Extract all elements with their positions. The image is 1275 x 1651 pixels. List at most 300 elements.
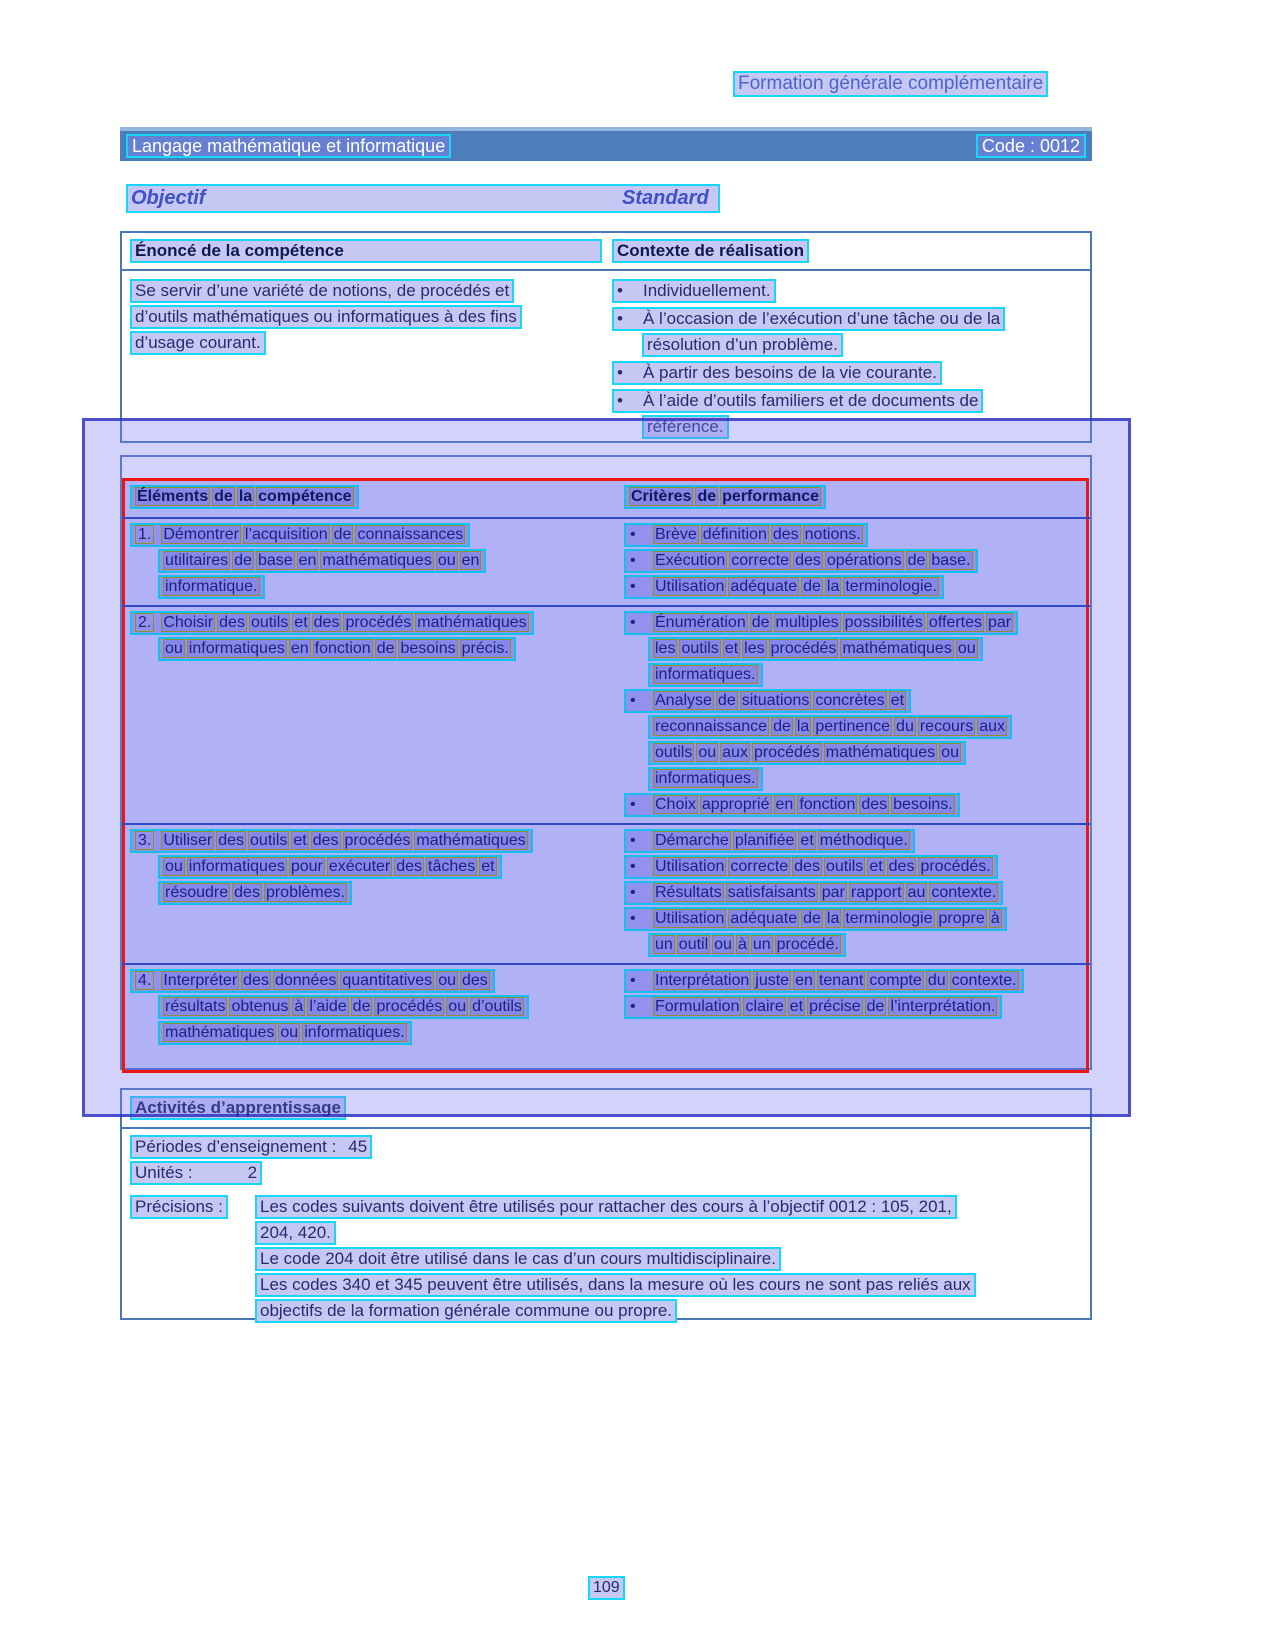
criteria-line <box>624 689 911 713</box>
criteria-line <box>648 767 763 791</box>
text: référence. <box>647 417 724 436</box>
word-box: des <box>888 858 915 875</box>
word-box: Interpréter <box>163 972 238 989</box>
criteria-list <box>612 969 1090 1047</box>
word-box: Utilisation <box>655 910 725 927</box>
text: Se servir d’une variété de notions, de procédés et <box>135 281 510 300</box>
precisions-line <box>255 1247 781 1271</box>
word-box: planifiée <box>734 832 795 849</box>
word-box: Choisir <box>163 614 214 631</box>
word-box: à <box>990 910 1000 927</box>
bullet-icon: • <box>630 910 636 927</box>
word-box: et <box>481 858 495 875</box>
elements-table <box>120 455 1092 1070</box>
word-box: par <box>821 884 845 901</box>
criteria-line <box>624 881 1003 905</box>
text: résolution d’un problème. <box>647 335 838 354</box>
word-box: méthodique. <box>819 832 908 849</box>
word-box: tenant <box>818 972 864 989</box>
word-box: besoins <box>400 640 456 657</box>
word-box: opérations <box>826 552 902 569</box>
table-header-contexte: Contexte de réalisation <box>612 239 809 263</box>
bullet-icon: • <box>617 363 623 382</box>
word-box: multiples <box>775 614 839 631</box>
contexte-line <box>612 279 776 303</box>
element-text <box>122 523 612 601</box>
bullet-icon: • <box>630 972 636 989</box>
word-box: des <box>861 796 888 813</box>
word-box: à <box>294 998 304 1015</box>
criteria-list <box>612 523 1090 601</box>
word-box: Démarche <box>655 832 729 849</box>
word-box: la <box>796 718 810 735</box>
word-box: données <box>274 972 337 989</box>
word-box: informatiques. <box>655 770 756 787</box>
text: À partir des besoins de la vie courante. <box>643 363 937 382</box>
word-box: et <box>724 640 739 657</box>
text: À l’aide d’outils familiers et de documents de <box>643 391 979 410</box>
word-box: fonction <box>314 640 371 657</box>
word-box: de <box>866 998 885 1015</box>
element-number: 1. <box>135 525 154 544</box>
word-box: mathématiques <box>322 552 432 569</box>
criteria-bullet-group <box>624 611 1090 687</box>
element-line <box>158 575 265 599</box>
criteria-line <box>624 969 1024 993</box>
word-box: terminologie <box>845 910 933 927</box>
word-box: problèmes. <box>265 884 346 901</box>
precisions-line <box>255 1221 336 1245</box>
word-box: pour <box>290 858 323 875</box>
word-box: précis. <box>461 640 509 657</box>
word-box: de <box>333 526 352 543</box>
periodes-value: 45 <box>348 1137 368 1156</box>
word-box: résoudre <box>165 884 229 901</box>
criteria-line <box>648 663 763 687</box>
word-box: par <box>988 614 1012 631</box>
word-box: ou <box>957 640 976 657</box>
precisions-label: Précisions : <box>130 1195 228 1219</box>
word-box: pertinence <box>815 718 891 735</box>
running-title-container <box>733 71 1048 99</box>
word-box: outils <box>655 744 693 761</box>
criteria-bullet-group <box>624 549 1090 573</box>
competence-table <box>120 231 1092 443</box>
word-box: terminologie. <box>845 578 937 595</box>
word-box: procédés <box>376 998 443 1015</box>
word-box: tâches <box>428 858 476 875</box>
word-box: ou <box>280 1024 299 1041</box>
bullet-icon: • <box>630 858 636 875</box>
word-box: mathématiques <box>842 640 952 657</box>
word-box: du <box>896 718 914 735</box>
word-box: la <box>826 910 840 927</box>
enonce-line <box>130 279 514 303</box>
bullet-icon: • <box>630 526 636 543</box>
word-box: outils <box>825 858 864 875</box>
enonce-line <box>130 331 266 355</box>
word-box: de <box>717 692 736 709</box>
word-box: Résultats <box>655 884 722 901</box>
word-box: contexte. <box>951 972 1017 989</box>
word-box: de <box>907 552 926 569</box>
criteria-line <box>624 907 1007 931</box>
top-title: Formation générale complémentaire <box>733 71 1048 97</box>
word-box: correcte <box>731 552 790 569</box>
word-box: outils <box>250 614 289 631</box>
word-box: informatiques <box>188 640 285 657</box>
word-box: propre <box>938 910 985 927</box>
criteria-bullet-group <box>624 793 1090 817</box>
unites-row <box>130 1161 1090 1187</box>
word-box: informatiques. <box>655 666 756 683</box>
criteria-bullet-group <box>624 907 1090 957</box>
word-box: ou <box>714 936 732 953</box>
word-box: Utiliser <box>163 832 213 849</box>
element-line <box>158 855 502 879</box>
word-box: en <box>795 972 813 989</box>
criteria-line <box>624 523 868 547</box>
word-box: des <box>234 884 260 901</box>
text: Les codes 340 et 345 peuvent être utilisés, dans la mesure où les cours ne sont pas reliés aux <box>260 1275 971 1294</box>
word-box: les <box>655 640 676 657</box>
word-box: l’aide <box>309 998 347 1015</box>
activities-header-row <box>122 1090 1090 1129</box>
precisions-line <box>255 1273 976 1297</box>
periodes-label: Périodes d’enseignement : <box>135 1137 337 1156</box>
word-box: ou <box>698 744 717 761</box>
page-number: 109 <box>588 1576 625 1600</box>
word-box: besoins. <box>893 796 953 813</box>
word-box: base. <box>931 552 971 569</box>
text: d’usage courant. <box>135 333 261 352</box>
element-text <box>122 969 612 1047</box>
element-number: 4. <box>135 971 154 990</box>
word-box: ou <box>438 972 456 989</box>
element-text <box>122 611 612 819</box>
activities-header: Activités d’apprentissage <box>130 1096 346 1120</box>
word-box: Choix <box>655 796 696 813</box>
word-box: procédés <box>344 832 411 849</box>
bullet-icon: • <box>617 391 623 410</box>
standard-label: Standard <box>622 187 709 209</box>
word-box: notions. <box>804 526 861 543</box>
word-box: utilitaires <box>165 552 229 569</box>
word-box: Critères <box>631 488 692 505</box>
word-box: claire <box>745 998 784 1015</box>
word-box: correcte <box>730 858 789 875</box>
word-box: ou <box>437 552 456 569</box>
bullet-icon: • <box>630 692 636 709</box>
table-header-criteres <box>624 485 826 509</box>
word-box: rapport <box>850 884 902 901</box>
element-line <box>130 969 495 993</box>
criteria-bullet-group <box>624 995 1090 1019</box>
word-box: contexte. <box>931 884 997 901</box>
word-box: et <box>890 692 905 709</box>
word-box: les <box>744 640 765 657</box>
criteria-line <box>624 575 944 599</box>
bullet-icon: • <box>617 281 623 300</box>
contexte-bullets <box>600 271 1090 443</box>
word-box: Utilisation <box>655 858 725 875</box>
word-box: des <box>396 858 423 875</box>
word-box: approprié <box>701 796 770 813</box>
word-box: définition <box>702 526 767 543</box>
word-box: obtenus <box>231 998 289 1015</box>
word-box: et <box>800 832 814 849</box>
criteria-line <box>624 995 1002 1019</box>
word-box: Démontrer <box>163 526 239 543</box>
criteria-list <box>612 611 1090 819</box>
word-box: de <box>751 614 770 631</box>
element-number: 3. <box>135 831 154 850</box>
bullet-icon: • <box>630 552 636 569</box>
header-bar-title: Langage mathématique et informatique <box>126 134 451 158</box>
word-box: offertes <box>928 614 982 631</box>
word-box: mathématiques <box>417 614 527 631</box>
element-text <box>122 829 612 959</box>
contexte-bullet-group <box>612 307 1090 357</box>
word-box: compétence <box>258 488 352 505</box>
word-box: en <box>461 552 480 569</box>
contexte-bullet-group <box>612 279 1090 303</box>
word-box: ou <box>941 744 959 761</box>
word-box: adéquate <box>730 578 798 595</box>
unites-label: Unités : <box>135 1163 193 1182</box>
criteria-line <box>624 611 1018 635</box>
word-box: connaissances <box>357 526 464 543</box>
word-box: Analyse <box>655 692 712 709</box>
word-box: l’acquisition <box>244 526 328 543</box>
text: À l’occasion de l’exécution d’une tâche ou de la <box>643 309 1001 328</box>
word-box: fonction <box>799 796 856 813</box>
word-box: possibilités <box>844 614 923 631</box>
word-box: un <box>752 936 771 953</box>
unites-line <box>130 1161 262 1185</box>
criteria-line <box>624 793 960 817</box>
word-box: ou <box>448 998 467 1015</box>
contexte-line <box>612 389 983 413</box>
element-row <box>122 823 1090 963</box>
bullet-icon: • <box>630 998 636 1015</box>
element-line <box>158 881 352 905</box>
word-box: de <box>773 718 791 735</box>
criteria-bullet-group <box>624 969 1090 993</box>
text: Les codes suivants doivent être utilisés pour rattacher des cours à l’objectif 0012 : 105, 201, <box>260 1197 952 1216</box>
word-box: ou <box>165 858 183 875</box>
word-box: exécuter <box>328 858 391 875</box>
element-row <box>122 605 1090 823</box>
criteria-bullet-group <box>624 829 1090 853</box>
word-box: de <box>376 640 395 657</box>
word-box: quantitatives <box>342 972 433 989</box>
enonce-line <box>130 305 522 329</box>
word-box: l’interprétation. <box>890 998 996 1015</box>
word-box: compte <box>869 972 922 989</box>
element-line <box>158 637 516 661</box>
word-box: outils <box>250 832 288 849</box>
word-box: et <box>293 832 307 849</box>
contexte-bullet-group <box>612 361 1090 385</box>
word-box: et <box>869 858 883 875</box>
word-box: des <box>795 552 821 569</box>
word-box: des <box>219 614 245 631</box>
periodes-line <box>130 1135 372 1159</box>
word-box: juste <box>755 972 790 989</box>
word-box: performance <box>722 488 820 505</box>
element-line <box>130 523 470 547</box>
word-box: Énumération <box>655 614 746 631</box>
element-line <box>130 611 534 635</box>
word-box: outil <box>678 936 709 953</box>
criteria-line <box>624 829 915 853</box>
criteria-line <box>648 933 846 957</box>
word-box: ou <box>165 640 183 657</box>
contexte-line <box>642 415 729 439</box>
criteria-line <box>648 715 1012 739</box>
precisions-line <box>255 1299 677 1323</box>
header-bar <box>120 127 1092 161</box>
unites-value: 2 <box>247 1163 258 1182</box>
text: Le code 204 doit être utilisé dans le cas d’un cours multidisciplinaire. <box>260 1249 776 1268</box>
criteria-list <box>612 829 1090 959</box>
word-box: Utilisation <box>655 578 725 595</box>
header-bar-code: Code : 0012 <box>976 134 1086 158</box>
word-box: de <box>352 998 371 1015</box>
bullet-icon: • <box>630 614 636 631</box>
word-box: procédés <box>753 744 820 761</box>
word-box: des <box>218 832 245 849</box>
precisions-row <box>130 1195 1090 1325</box>
word-box: procédés <box>345 614 412 631</box>
objectif-standard-row <box>126 184 720 213</box>
word-box: de <box>214 488 233 505</box>
word-box: de <box>803 910 821 927</box>
word-box: de <box>234 552 252 569</box>
text: objectifs de la formation générale commune ou propre. <box>260 1301 673 1320</box>
elements-table-header <box>122 457 1090 519</box>
competence-table-header <box>122 233 1090 271</box>
word-box: Formulation <box>655 998 740 1015</box>
word-box: aux <box>722 744 748 761</box>
contexte-line <box>642 333 843 357</box>
text: d’outils mathématiques ou informatiques à des fins <box>135 307 517 326</box>
word-box: la <box>238 488 253 505</box>
word-box: procédés <box>770 640 837 657</box>
word-box: en <box>775 796 794 813</box>
word-box: satisfaisants <box>727 884 816 901</box>
word-box: Interprétation <box>655 972 750 989</box>
word-box: recours <box>919 718 974 735</box>
word-box: informatiques. <box>304 1024 405 1041</box>
element-row <box>122 519 1090 605</box>
word-box: informatique. <box>165 578 258 595</box>
element-line <box>158 995 529 1019</box>
word-box: reconnaissance <box>655 718 768 735</box>
word-box: adéquate <box>730 910 798 927</box>
word-box: de <box>803 578 821 595</box>
word-box: des <box>243 972 269 989</box>
table-header-elements <box>130 485 359 509</box>
bullet-icon: • <box>630 796 636 813</box>
bullet-icon: • <box>630 832 636 849</box>
enonce-text <box>122 271 600 443</box>
bullet-icon: • <box>630 578 636 595</box>
criteria-bullet-group <box>624 881 1090 905</box>
text: 204, 420. <box>260 1223 331 1242</box>
page-number-container <box>588 1576 625 1602</box>
word-box: et <box>789 998 804 1015</box>
criteria-bullet-group <box>624 689 1090 791</box>
word-box: des <box>794 858 820 875</box>
elements-rows <box>122 519 1090 1051</box>
element-line <box>158 549 486 573</box>
bullet-icon: • <box>630 884 636 901</box>
word-box: des <box>312 832 339 849</box>
word-box: des <box>461 972 488 989</box>
text: Individuellement. <box>643 281 771 300</box>
criteria-bullet-group <box>624 575 1090 599</box>
element-line <box>130 829 533 853</box>
word-box: en <box>298 552 317 569</box>
word-box: du <box>927 972 946 989</box>
element-number: 2. <box>135 613 154 632</box>
word-box: Éléments <box>137 488 209 505</box>
word-box: à <box>737 936 747 953</box>
criteria-line <box>624 549 978 573</box>
precisions-text <box>255 1195 976 1325</box>
contexte-line <box>612 307 1005 331</box>
word-box: en <box>290 640 309 657</box>
bullet-icon: • <box>617 309 623 328</box>
criteria-line <box>648 637 983 661</box>
word-box: concrètes <box>815 692 885 709</box>
word-box: situations <box>741 692 810 709</box>
word-box: précise <box>809 998 861 1015</box>
contexte-bullet-group <box>612 389 1090 439</box>
periodes-row <box>130 1135 1090 1161</box>
word-box: aux <box>979 718 1005 735</box>
word-box: mathématiques <box>165 1024 275 1041</box>
element-row <box>122 963 1090 1051</box>
word-box: la <box>826 578 840 595</box>
word-box: d’outils <box>472 998 522 1015</box>
precisions-line <box>255 1195 957 1219</box>
word-box: informatiques <box>188 858 285 875</box>
word-box: de <box>697 488 717 505</box>
word-box: un <box>655 936 673 953</box>
contexte-line <box>612 361 942 385</box>
element-line <box>158 1021 412 1045</box>
objectif-label: Objectif <box>131 187 206 209</box>
criteria-bullet-group <box>624 523 1090 547</box>
word-box: base <box>257 552 293 569</box>
criteria-bullet-group <box>624 855 1090 879</box>
word-box: au <box>907 884 926 901</box>
criteria-line <box>624 855 998 879</box>
criteria-line <box>648 741 966 765</box>
word-box: et <box>294 614 308 631</box>
word-box: procédé. <box>776 936 839 953</box>
table-header-enonce: Énoncé de la compétence <box>130 239 602 263</box>
word-box: mathématiques <box>416 832 526 849</box>
word-box: Brève <box>655 526 697 543</box>
activities-table <box>120 1088 1092 1320</box>
word-box: procédés. <box>920 858 991 875</box>
word-box: des <box>313 614 340 631</box>
word-box: résultats <box>165 998 226 1015</box>
